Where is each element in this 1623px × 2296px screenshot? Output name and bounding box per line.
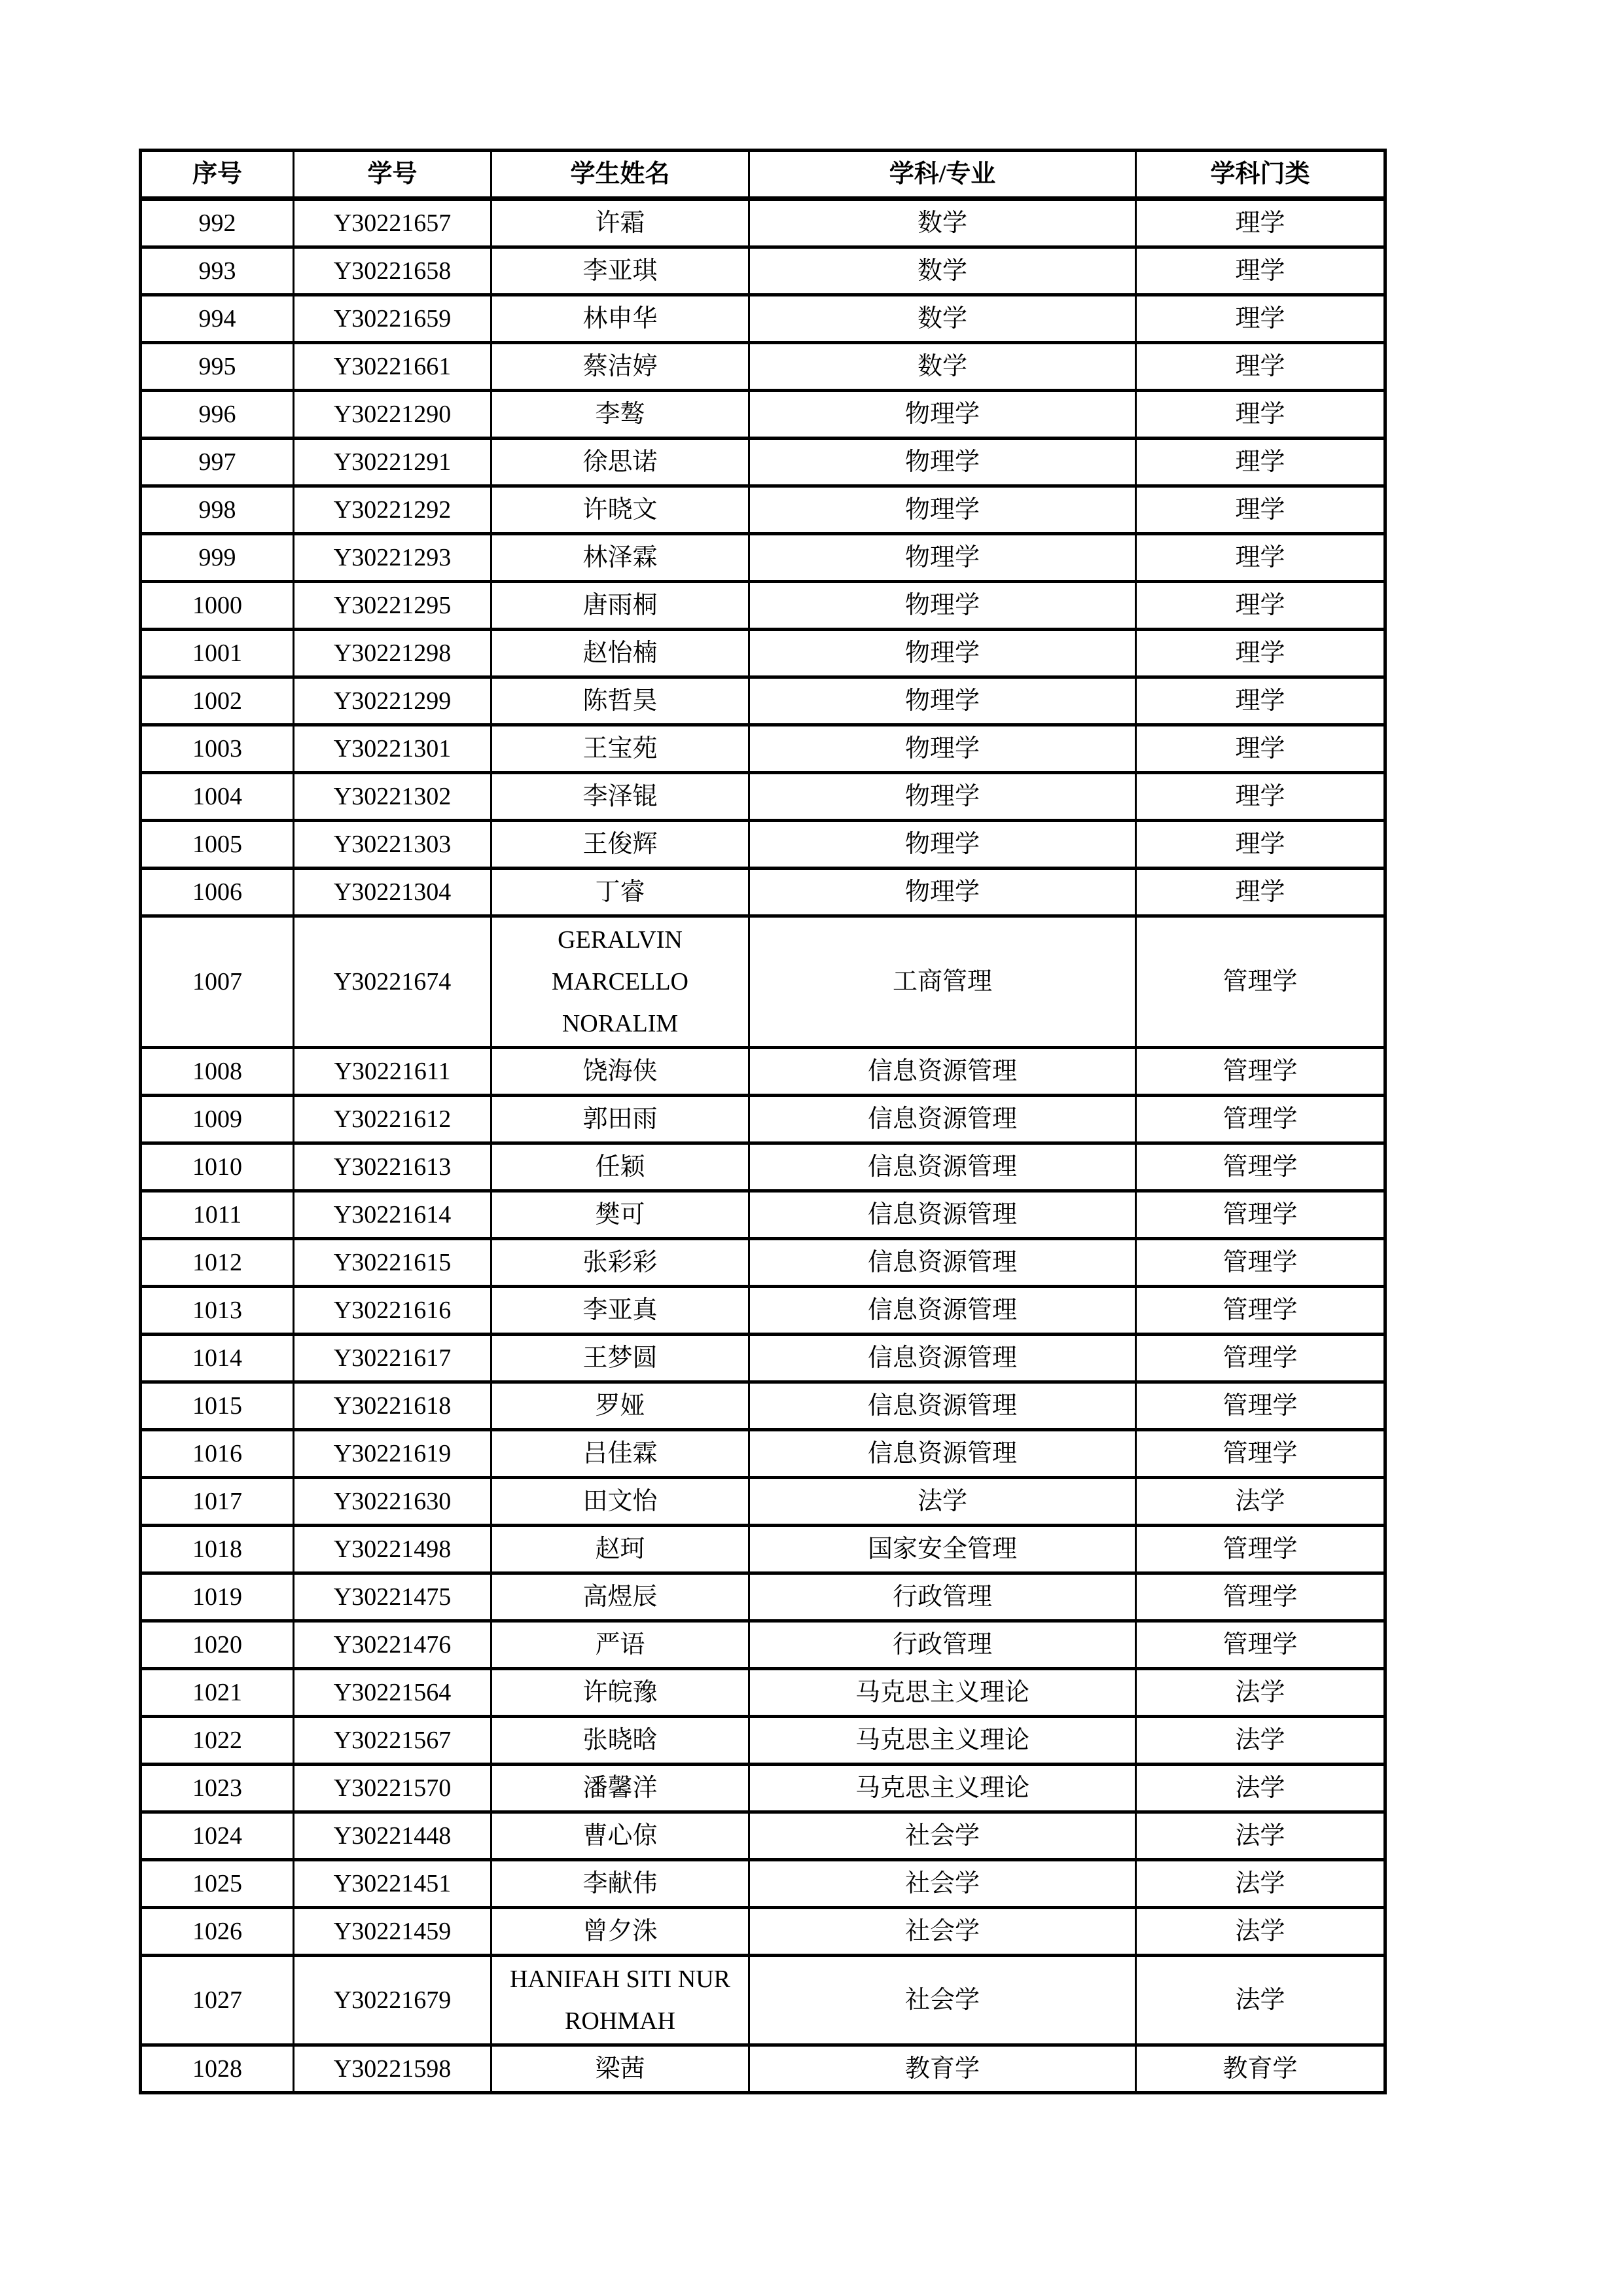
table-row: [141, 821, 1385, 869]
table-row: [141, 1335, 1385, 1382]
serial-cell: 995: [141, 343, 294, 391]
student-name-cell: 许晓文: [491, 486, 749, 534]
table-row: [141, 1526, 1385, 1573]
discipline-category-cell: 教育学: [1136, 2045, 1385, 2093]
discipline-category-cell: 理学: [1136, 343, 1385, 391]
student-id-cell: Y30221630: [294, 1478, 491, 1526]
student-id-cell: Y30221304: [294, 869, 491, 916]
table-row: [141, 725, 1385, 773]
student-id-cell: Y30221614: [294, 1191, 491, 1239]
student-id-cell: Y30221679: [294, 1956, 491, 2045]
discipline-category-cell: 理学: [1136, 391, 1385, 439]
student-name-cell: 李献伟: [491, 1860, 749, 1908]
student-id-cell: Y30221302: [294, 773, 491, 821]
student-id-cell: Y30221291: [294, 439, 491, 486]
student-id-cell: Y30221611: [294, 1048, 491, 1096]
student-name-cell: 唐雨桐: [491, 582, 749, 630]
discipline-category-cell: 管理学: [1136, 1526, 1385, 1573]
student-name-cell: 张彩彩: [491, 1239, 749, 1287]
serial-cell: 1014: [141, 1335, 294, 1382]
serial-cell: 1021: [141, 1669, 294, 1717]
major-cell: 信息资源管理: [749, 1430, 1136, 1478]
student-id-cell: Y30221292: [294, 486, 491, 534]
student-id-cell: Y30221295: [294, 582, 491, 630]
major-cell: 物理学: [749, 821, 1136, 869]
discipline-category-cell: 理学: [1136, 439, 1385, 486]
table-row: [141, 677, 1385, 725]
serial-cell: 1015: [141, 1382, 294, 1430]
student-name-cell: 任颖: [491, 1143, 749, 1191]
discipline-category-cell: 理学: [1136, 247, 1385, 295]
student-name-cell: 许皖豫: [491, 1669, 749, 1717]
major-cell: 物理学: [749, 725, 1136, 773]
student-id-cell: Y30221290: [294, 391, 491, 439]
major-cell: 物理学: [749, 773, 1136, 821]
discipline-category-cell: 理学: [1136, 677, 1385, 725]
discipline-category-cell: 法学: [1136, 1956, 1385, 2045]
table-row: [141, 1143, 1385, 1191]
major-cell: 国家安全管理: [749, 1526, 1136, 1573]
serial-cell: 1017: [141, 1478, 294, 1526]
discipline-category-cell: 法学: [1136, 1765, 1385, 1812]
discipline-category-cell: 理学: [1136, 534, 1385, 582]
table-row: [141, 247, 1385, 295]
student-name-cell: 蔡洁婷: [491, 343, 749, 391]
student-id-cell: Y30221567: [294, 1717, 491, 1765]
discipline-category-cell: 法学: [1136, 1478, 1385, 1526]
student-name-cell: GERALVIN MARCELLO NORALIM: [491, 916, 749, 1048]
serial-cell: 1027: [141, 1956, 294, 2045]
student-id-cell: Y30221476: [294, 1621, 491, 1669]
table-row: [141, 582, 1385, 630]
major-cell: 信息资源管理: [749, 1287, 1136, 1335]
serial-cell: 1018: [141, 1526, 294, 1573]
serial-cell: 1000: [141, 582, 294, 630]
serial-cell: 1001: [141, 630, 294, 677]
serial-cell: 1019: [141, 1573, 294, 1621]
discipline-category-cell: 管理学: [1136, 1191, 1385, 1239]
table-row: [141, 1669, 1385, 1717]
serial-cell: 999: [141, 534, 294, 582]
discipline-category-cell: 法学: [1136, 1717, 1385, 1765]
student-name-cell: 赵珂: [491, 1526, 749, 1573]
student-name-cell: 林泽霖: [491, 534, 749, 582]
serial-cell: 992: [141, 199, 294, 247]
discipline-category-cell: 理学: [1136, 295, 1385, 343]
major-cell: 信息资源管理: [749, 1382, 1136, 1430]
major-cell: 马克思主义理论: [749, 1717, 1136, 1765]
student-name-cell: 郭田雨: [491, 1096, 749, 1143]
discipline-category-cell: 管理学: [1136, 1573, 1385, 1621]
table-row: [141, 2045, 1385, 2093]
major-cell: 信息资源管理: [749, 1048, 1136, 1096]
student-name-cell: 王宝苑: [491, 725, 749, 773]
table-row: [141, 534, 1385, 582]
serial-cell: 1008: [141, 1048, 294, 1096]
student-id-cell: Y30221570: [294, 1765, 491, 1812]
major-cell: 法学: [749, 1478, 1136, 1526]
major-cell: 物理学: [749, 486, 1136, 534]
major-cell: 教育学: [749, 2045, 1136, 2093]
discipline-category-cell: 理学: [1136, 773, 1385, 821]
discipline-category-cell: 管理学: [1136, 1143, 1385, 1191]
discipline-category-cell: 理学: [1136, 199, 1385, 247]
serial-cell: 1025: [141, 1860, 294, 1908]
serial-cell: 1009: [141, 1096, 294, 1143]
table-row: [141, 343, 1385, 391]
major-cell: 信息资源管理: [749, 1143, 1136, 1191]
discipline-category-cell: 理学: [1136, 869, 1385, 916]
discipline-category-cell: 管理学: [1136, 916, 1385, 1048]
student-name-cell: 许霜: [491, 199, 749, 247]
serial-cell: 1011: [141, 1191, 294, 1239]
student-id-cell: Y30221598: [294, 2045, 491, 2093]
serial-cell: 1026: [141, 1908, 294, 1956]
table-row: [141, 1621, 1385, 1669]
discipline-category-cell: 法学: [1136, 1860, 1385, 1908]
student-name-cell: 高煜辰: [491, 1573, 749, 1621]
major-cell: 物理学: [749, 869, 1136, 916]
serial-cell: 1005: [141, 821, 294, 869]
serial-cell: 1023: [141, 1765, 294, 1812]
serial-cell: 1006: [141, 869, 294, 916]
major-cell: 马克思主义理论: [749, 1765, 1136, 1812]
discipline-category-cell: 理学: [1136, 486, 1385, 534]
major-cell: 数学: [749, 247, 1136, 295]
serial-cell: 1013: [141, 1287, 294, 1335]
discipline-category-cell: 管理学: [1136, 1239, 1385, 1287]
column-header-student-name: 学生姓名: [491, 151, 749, 199]
student-id-cell: Y30221298: [294, 630, 491, 677]
serial-cell: 994: [141, 295, 294, 343]
major-cell: 物理学: [749, 630, 1136, 677]
major-cell: 数学: [749, 295, 1136, 343]
major-cell: 工商管理: [749, 916, 1136, 1048]
serial-cell: 998: [141, 486, 294, 534]
discipline-category-cell: 管理学: [1136, 1382, 1385, 1430]
column-header-student-id: 学号: [294, 151, 491, 199]
table-row: [141, 1191, 1385, 1239]
table-row: [141, 391, 1385, 439]
student-name-cell: 张晓晗: [491, 1717, 749, 1765]
student-name-cell: HANIFAH SITI NUR ROHMAH: [491, 1956, 749, 2045]
table-row: [141, 199, 1385, 247]
student-id-cell: Y30221301: [294, 725, 491, 773]
serial-cell: 1004: [141, 773, 294, 821]
serial-cell: 1010: [141, 1143, 294, 1191]
discipline-category-cell: 理学: [1136, 630, 1385, 677]
major-cell: 信息资源管理: [749, 1096, 1136, 1143]
major-cell: 物理学: [749, 439, 1136, 486]
table-row: [141, 486, 1385, 534]
table-row: [141, 1908, 1385, 1956]
major-cell: 行政管理: [749, 1573, 1136, 1621]
table-row: [141, 1573, 1385, 1621]
table-row: [141, 869, 1385, 916]
serial-cell: 1016: [141, 1430, 294, 1478]
student-name-cell: 罗娅: [491, 1382, 749, 1430]
discipline-category-cell: 管理学: [1136, 1096, 1385, 1143]
student-name-cell: 樊可: [491, 1191, 749, 1239]
student-name-cell: 赵怡楠: [491, 630, 749, 677]
major-cell: 信息资源管理: [749, 1191, 1136, 1239]
major-cell: 信息资源管理: [749, 1239, 1136, 1287]
student-name-cell: 李亚琪: [491, 247, 749, 295]
major-cell: 马克思主义理论: [749, 1669, 1136, 1717]
discipline-category-cell: 管理学: [1136, 1621, 1385, 1669]
column-header-major: 学科/专业: [749, 151, 1136, 199]
student-id-cell: Y30221674: [294, 916, 491, 1048]
discipline-category-cell: 管理学: [1136, 1048, 1385, 1096]
student-name-cell: 梁茜: [491, 2045, 749, 2093]
student-id-cell: Y30221619: [294, 1430, 491, 1478]
table-row: [141, 439, 1385, 486]
table-row: [141, 1478, 1385, 1526]
student-id-cell: Y30221657: [294, 199, 491, 247]
column-header-serial: 序号: [141, 151, 294, 199]
major-cell: 社会学: [749, 1956, 1136, 2045]
student-name-cell: 严语: [491, 1621, 749, 1669]
student-roster-table: [139, 149, 1387, 2094]
student-name-cell: 田文怡: [491, 1478, 749, 1526]
serial-cell: 996: [141, 391, 294, 439]
serial-cell: 1003: [141, 725, 294, 773]
student-name-cell: 王俊辉: [491, 821, 749, 869]
table-row: [141, 1048, 1385, 1096]
major-cell: 数学: [749, 343, 1136, 391]
serial-cell: 1002: [141, 677, 294, 725]
serial-cell: 997: [141, 439, 294, 486]
student-id-cell: Y30221618: [294, 1382, 491, 1430]
student-name-cell: 李泽锟: [491, 773, 749, 821]
student-name-cell: 吕佳霖: [491, 1430, 749, 1478]
table-row: [141, 630, 1385, 677]
table-row: [141, 1239, 1385, 1287]
discipline-category-cell: 理学: [1136, 725, 1385, 773]
student-id-cell: Y30221293: [294, 534, 491, 582]
major-cell: 数学: [749, 199, 1136, 247]
table-body: [141, 199, 1385, 2093]
student-name-cell: 王梦圆: [491, 1335, 749, 1382]
student-id-cell: Y30221661: [294, 343, 491, 391]
student-id-cell: Y30221299: [294, 677, 491, 725]
serial-cell: 1012: [141, 1239, 294, 1287]
student-name-cell: 林申华: [491, 295, 749, 343]
table-row: [141, 1382, 1385, 1430]
major-cell: 行政管理: [749, 1621, 1136, 1669]
student-id-cell: Y30221498: [294, 1526, 491, 1573]
discipline-category-cell: 理学: [1136, 582, 1385, 630]
serial-cell: 1020: [141, 1621, 294, 1669]
student-name-cell: 徐思诺: [491, 439, 749, 486]
student-id-cell: Y30221564: [294, 1669, 491, 1717]
major-cell: 物理学: [749, 391, 1136, 439]
major-cell: 信息资源管理: [749, 1335, 1136, 1382]
discipline-category-cell: 管理学: [1136, 1430, 1385, 1478]
student-id-cell: Y30221303: [294, 821, 491, 869]
student-name-cell: 饶海侠: [491, 1048, 749, 1096]
major-cell: 社会学: [749, 1860, 1136, 1908]
major-cell: 社会学: [749, 1812, 1136, 1860]
discipline-category-cell: 法学: [1136, 1908, 1385, 1956]
student-id-cell: Y30221475: [294, 1573, 491, 1621]
student-name-cell: 潘馨洋: [491, 1765, 749, 1812]
column-header-discipline-category: 学科门类: [1136, 151, 1385, 199]
student-name-cell: 李骜: [491, 391, 749, 439]
table-row: [141, 1096, 1385, 1143]
student-name-cell: 陈哲昊: [491, 677, 749, 725]
table-row: [141, 295, 1385, 343]
student-id-cell: Y30221451: [294, 1860, 491, 1908]
student-id-cell: Y30221617: [294, 1335, 491, 1382]
discipline-category-cell: 理学: [1136, 821, 1385, 869]
student-id-cell: Y30221612: [294, 1096, 491, 1143]
discipline-category-cell: 管理学: [1136, 1335, 1385, 1382]
serial-cell: 1024: [141, 1812, 294, 1860]
serial-cell: 993: [141, 247, 294, 295]
table-row: [141, 1765, 1385, 1812]
table-row: [141, 1430, 1385, 1478]
discipline-category-cell: 管理学: [1136, 1287, 1385, 1335]
table-row: [141, 1956, 1385, 2045]
student-id-cell: Y30221459: [294, 1908, 491, 1956]
student-name-cell: 李亚真: [491, 1287, 749, 1335]
table-row: [141, 1812, 1385, 1860]
table-row: [141, 773, 1385, 821]
student-name-cell: 丁睿: [491, 869, 749, 916]
student-name-cell: 曹心倞: [491, 1812, 749, 1860]
student-name-cell: 曾夕洙: [491, 1908, 749, 1956]
serial-cell: 1007: [141, 916, 294, 1048]
major-cell: 物理学: [749, 534, 1136, 582]
discipline-category-cell: 法学: [1136, 1669, 1385, 1717]
major-cell: 物理学: [749, 677, 1136, 725]
student-id-cell: Y30221613: [294, 1143, 491, 1191]
major-cell: 社会学: [749, 1908, 1136, 1956]
table-header-row: [141, 151, 1385, 199]
table-row: [141, 1717, 1385, 1765]
serial-cell: 1022: [141, 1717, 294, 1765]
student-id-cell: Y30221615: [294, 1239, 491, 1287]
student-id-cell: Y30221448: [294, 1812, 491, 1860]
major-cell: 物理学: [749, 582, 1136, 630]
student-id-cell: Y30221658: [294, 247, 491, 295]
student-id-cell: Y30221616: [294, 1287, 491, 1335]
table-row: [141, 916, 1385, 1048]
table-row: [141, 1860, 1385, 1908]
student-id-cell: Y30221659: [294, 295, 491, 343]
serial-cell: 1028: [141, 2045, 294, 2093]
table-row: [141, 1287, 1385, 1335]
discipline-category-cell: 法学: [1136, 1812, 1385, 1860]
